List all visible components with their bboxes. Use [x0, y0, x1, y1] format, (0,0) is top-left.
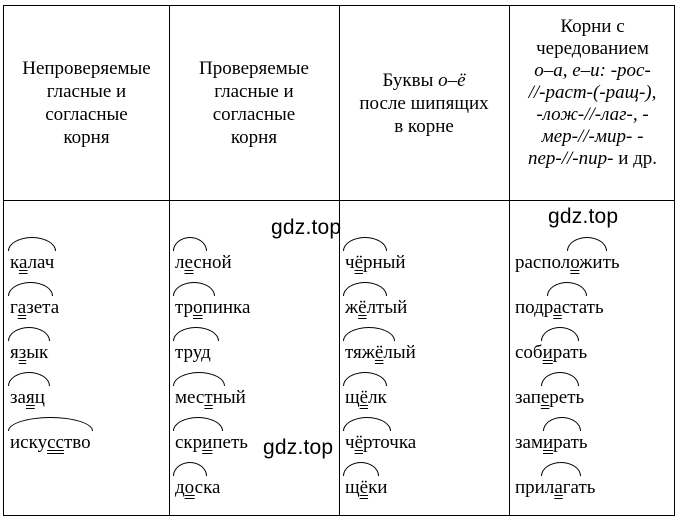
word-item: запереть: [515, 387, 584, 409]
header-italic-text: о–а, е–и: -рос-: [534, 60, 651, 81]
word-item: щёлк: [345, 387, 387, 409]
header-alternating-roots: [509, 6, 676, 200]
word-item: расположить: [515, 252, 620, 274]
root-arc: [343, 417, 391, 431]
root-arc: [541, 327, 579, 341]
word-item: доска: [175, 477, 220, 499]
word-item: местный: [175, 387, 246, 409]
word-item: чёрточка: [345, 432, 416, 454]
words-column-o-yo: [339, 200, 509, 515]
word-item: тропинка: [175, 297, 250, 319]
root-arc: [173, 282, 215, 296]
words-column-alternating: [509, 200, 676, 515]
header-verifiable: [169, 6, 339, 200]
word-item: чёрный: [345, 252, 406, 274]
root-arc: [543, 417, 581, 431]
word-item: язык: [10, 342, 48, 364]
header-unverifiable: [4, 6, 169, 200]
words-column-unverifiable: [4, 200, 169, 515]
header-text: и др.: [613, 148, 658, 169]
header-line: согласные: [212, 104, 296, 125]
header-line: [513, 82, 672, 104]
header-line: [513, 126, 672, 148]
root-arc: [343, 462, 379, 476]
word-item: прилагать: [515, 477, 595, 499]
word-item: труд: [175, 342, 211, 364]
header-line: гласные и: [46, 81, 127, 102]
header-line: Проверяемые: [199, 58, 309, 79]
root-arc: [173, 417, 223, 431]
root-arc: [8, 372, 50, 386]
root-arc: [343, 237, 387, 251]
word-item: тяжёлый: [345, 342, 416, 364]
root-arc: [173, 237, 207, 251]
header-line: Корни с: [560, 16, 625, 37]
watermark: gdz.top: [263, 436, 334, 459]
header-italic-text: мер-//-мир- -: [541, 126, 644, 147]
word-item: щёки: [345, 477, 387, 499]
header-text: Буквы: [382, 69, 439, 91]
header-line: гласные и: [214, 81, 294, 102]
word-item: подрастать: [515, 297, 604, 319]
word-item: замирать: [515, 432, 588, 454]
words-column-verifiable: [169, 200, 342, 515]
root-arc: [343, 282, 387, 296]
header-line: чередованием: [536, 38, 649, 59]
header-italic-text: //-раст-(-ращ-),: [528, 82, 657, 103]
header-line: согласные: [45, 104, 128, 125]
header-italic-text: о–ё: [438, 69, 466, 91]
root-arc: [173, 327, 219, 341]
word-item: лесной: [175, 252, 232, 274]
watermark: gdz.top: [271, 216, 342, 239]
header-line: [513, 60, 672, 82]
header-line: [343, 69, 505, 92]
root-arc: [343, 327, 395, 341]
root-arc: [343, 372, 387, 386]
root-arc: [173, 372, 225, 386]
header-italic-text: пер-//-пир-: [527, 148, 614, 169]
word-item: скрипеть: [175, 432, 248, 454]
watermark: gdz.top: [548, 205, 619, 228]
root-arc: [173, 462, 207, 476]
roots-table: [3, 5, 675, 516]
header-line: Непроверяемые: [22, 58, 151, 79]
header-o-yo-after-sibilants: [339, 6, 509, 200]
word-item: искусство: [10, 432, 91, 454]
word-item: жёлтый: [345, 297, 407, 319]
root-arc: [8, 237, 56, 251]
word-item: газета: [10, 297, 59, 319]
root-arc: [541, 372, 579, 386]
root-arc: [8, 417, 93, 431]
header-line: [513, 104, 672, 126]
word-item: калач: [10, 252, 54, 274]
word-item: собирать: [515, 342, 587, 364]
header-line: после шипящих: [359, 92, 489, 114]
word-item: заяц: [10, 387, 45, 409]
header-line: корня: [63, 127, 110, 148]
root-arc: [8, 282, 53, 296]
header-line: корня: [230, 127, 278, 148]
header-italic-text: -лож-//-лаг-, -: [536, 104, 649, 125]
root-arc: [8, 327, 50, 341]
root-arc: [547, 282, 587, 296]
root-arc: [541, 462, 581, 476]
header-line: в корне: [394, 115, 454, 137]
header-line: [513, 148, 672, 170]
root-arc: [567, 237, 607, 251]
